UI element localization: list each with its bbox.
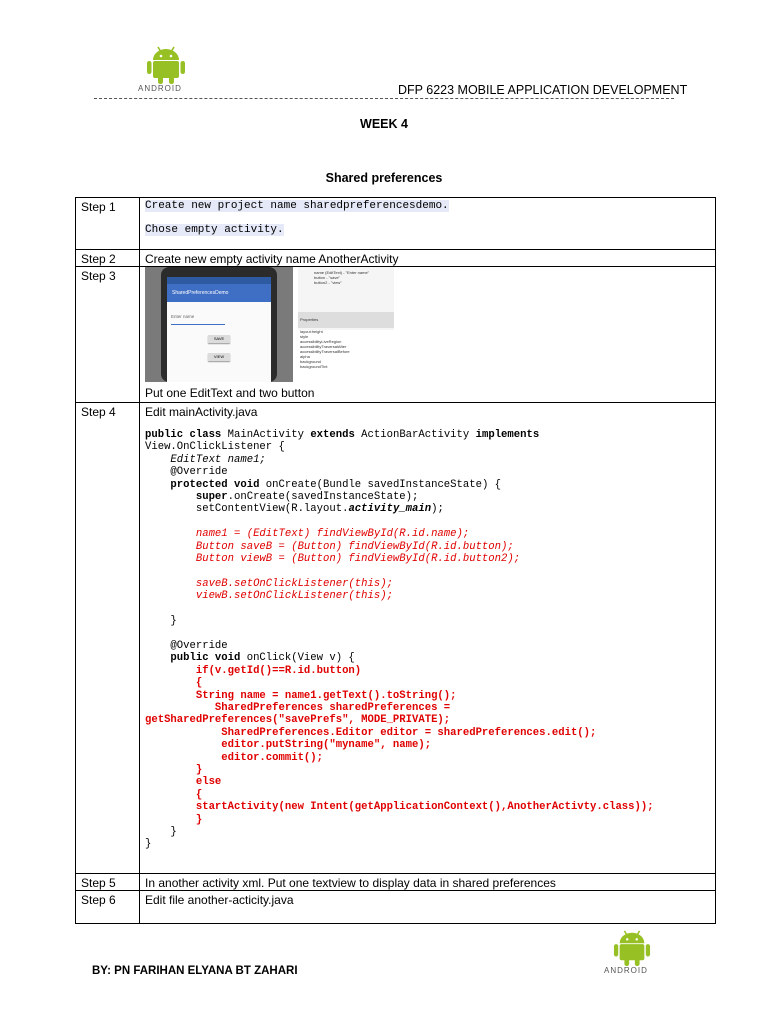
step-label: Step 6 xyxy=(76,891,140,924)
view-button-preview: VIEW xyxy=(208,353,230,361)
property-item: alpha xyxy=(300,354,310,359)
property-item: accessibilityLiveRegion xyxy=(300,339,342,344)
android-robot-icon xyxy=(136,44,196,84)
property-item: layout:height xyxy=(300,329,323,334)
android-wordmark: ANDROID xyxy=(138,84,182,93)
step-label: Step 1 xyxy=(76,198,140,250)
step-label: Step 3 xyxy=(76,267,140,403)
edittext-preview: Enter name xyxy=(171,310,225,325)
code-block: public class MainActivity extends ActionBarActivity implements View.OnClickListener { EditText name1; @Override protected void onCreate(Bundle savedInstanceState) { super.onCreate(savedInstanceState); setContentView(R.layout.activity_main); name1 = (EditText) findViewById(R.id.name); Button saveB = (Button) findViewById(R.id.button); Button viewB = (Button) findViewById(R.id.button2); saveB.setOnClickListener(this); viewB.setOnClickListener(this); } @Override public void onClick(View v) { if(v.getId()==R.id.button) { String name = name1.getText().toString(); SharedPreferences sharedPreferences = getSharedPreferences("savePrefs", MODE_PRIVATE); SharedPreferences.Editor editor = sharedPreferences.edit(); editor.putString("myname", name); editor.commit(); } else { startActivity(new Intent(getApplicationContext(),AnotherActivty.class)); } } } xyxy=(145,429,654,851)
step-row-6 xyxy=(76,891,716,924)
course-title: DFP 6223 MOBILE APPLICATION DEVELOPMENT xyxy=(398,83,688,97)
phone-mockup xyxy=(145,267,293,382)
properties-header: Properties xyxy=(298,312,394,328)
save-button-preview: SAVE xyxy=(208,335,230,343)
document-title: Shared preferences xyxy=(325,171,443,185)
step-row-4 xyxy=(76,403,716,874)
step-label: Step 5 xyxy=(76,874,140,891)
step1-line1: Create new project name sharedpreferencesdemo. xyxy=(145,200,449,212)
step-label: Step 2 xyxy=(76,250,140,267)
step-content: In another activity xml. Put one textview to display data in shared preferences xyxy=(140,874,716,891)
property-item: style xyxy=(300,334,309,339)
step-row-2 xyxy=(76,250,716,267)
properties-panel xyxy=(298,267,394,369)
step-row-5 xyxy=(76,874,716,891)
property-item: accessibilityTraversalBefore xyxy=(300,349,350,354)
android-logo-header xyxy=(136,44,196,96)
tree-item: button - "save" xyxy=(314,275,340,280)
android-robot-icon xyxy=(602,928,662,966)
android-logo-footer xyxy=(602,928,662,978)
step-row-3 xyxy=(76,267,716,403)
property-item: accessibilityTraversalAfter xyxy=(300,344,347,349)
tree-item: button2 - "view" xyxy=(314,280,342,285)
tree-item: name (EditText) - "Enter name" xyxy=(314,270,370,275)
step1-line2: Chose empty activity. xyxy=(145,224,284,236)
step-row-1 xyxy=(76,198,716,250)
author-credit: BY: PN FARIHAN ELYANA BT ZAHARI xyxy=(92,965,298,977)
step-content xyxy=(140,403,716,874)
week-label: WEEK 4 xyxy=(360,117,408,131)
step-content xyxy=(140,267,716,403)
step-label: Step 4 xyxy=(76,403,140,874)
property-item: backgroundTint xyxy=(300,364,328,369)
header-divider xyxy=(94,98,674,99)
step-content: Edit file another-acticity.java xyxy=(140,891,716,924)
step-content: Create new empty activity name AnotherActivity xyxy=(140,250,716,267)
step-content xyxy=(140,198,716,250)
step3-caption: Put one EditText and two button xyxy=(145,386,315,400)
layout-screenshot xyxy=(145,267,715,385)
step4-heading: Edit mainActivity.java xyxy=(145,405,258,419)
android-wordmark: ANDROID xyxy=(604,966,648,975)
app-bar-title: SharedPreferencesDemo xyxy=(167,284,271,302)
property-item: background xyxy=(300,359,321,364)
phone-screen xyxy=(167,277,271,382)
steps-table xyxy=(75,197,716,924)
